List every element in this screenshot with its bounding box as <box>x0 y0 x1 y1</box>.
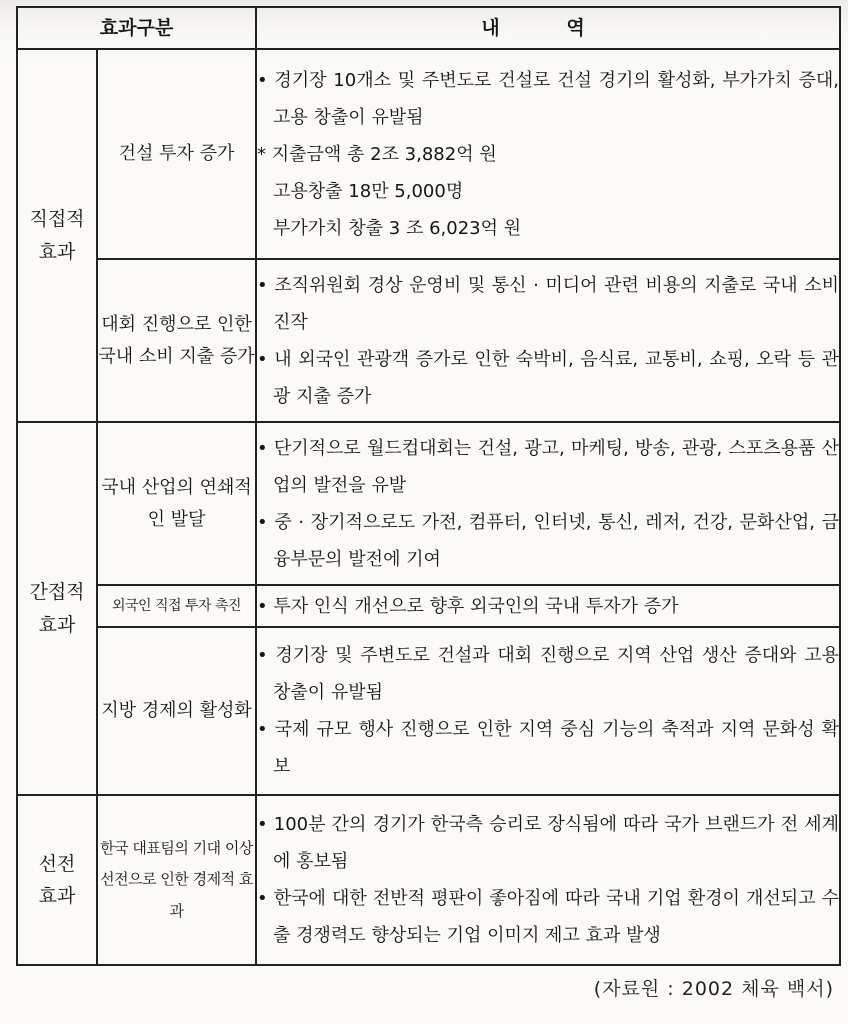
category-label: 선전 <box>38 852 76 875</box>
list-item: • 단기적으로 월드컵대회는 건설, 광고, 마케팅, 방송, 관광, 스포츠용품 산업의 발전을 유발 <box>257 437 840 496</box>
category-cell <box>17 422 97 795</box>
list-item: * 지출금액 총 2조 3,882억 원 <box>257 143 497 165</box>
category-cell <box>17 795 97 965</box>
table-header-row <box>17 7 840 49</box>
category-cell <box>17 49 97 422</box>
note-line: 고용창출 18만 5,000명 <box>273 180 464 202</box>
table-row <box>17 422 840 585</box>
content-cell <box>256 795 840 965</box>
table-row <box>17 259 840 422</box>
source-caption: (자료원 : 2002 체육 백서) <box>593 978 834 1000</box>
category-label: 효과 <box>38 240 76 263</box>
list-item: • 내 외국인 관광객 증가로 인한 숙박비, 음식료, 교통비, 쇼핑, 오락 등 관광 지출 증가 <box>257 348 840 407</box>
header-content: 내 역 <box>256 7 840 49</box>
subcategory-cell: 외국인 직접 투자 촉진 <box>97 585 256 627</box>
table-row <box>17 49 840 259</box>
content-cell <box>256 259 840 422</box>
list-item: • 경기장 및 주변도로 건설과 대회 진행으로 지역 산업 생산 증대와 고용 창출이 유발됨 <box>257 645 840 703</box>
table-row <box>17 627 840 795</box>
content-cell <box>256 422 840 585</box>
header-category: 효과구분 <box>17 7 256 49</box>
subcategory-cell: 국내 산업의 연쇄적인 발달 <box>97 422 256 585</box>
subcategory-cell: 대회 진행으로 인한 국내 소비 지출 증가 <box>97 259 256 422</box>
category-label: 간접적 <box>29 581 85 604</box>
list-item: • 경기장 10개소 및 주변도로 건설로 건설 경기의 활성화, 부가가치 증대, 고용 창출이 유발됨 <box>257 69 840 128</box>
note-line: 부가가치 창출 3 조 6,023억 원 <box>273 217 522 239</box>
table-row <box>17 585 840 627</box>
category-label: 효과 <box>38 885 76 907</box>
category-label: 직접적 <box>29 208 85 231</box>
list-item: • 100분 간의 경기가 한국측 승리로 장식됨에 따라 국가 브랜드가 전 세계에 홍보됨 <box>257 814 840 872</box>
content-cell <box>256 585 840 627</box>
subcategory-cell: 한국 대표팀의 기대 이상 선전으로 인한 경제적 효과 <box>97 795 256 965</box>
list-item: • 중 · 장기적으로도 가전, 컴퓨터, 인터넷, 통신, 레저, 건강, 문화산업, 금융부문의 발전에 기여 <box>257 511 840 570</box>
content-cell <box>256 627 840 795</box>
category-label: 효과 <box>38 613 76 636</box>
list-item: • 투자 인식 개선으로 향후 외국인의 국내 투자가 증가 <box>257 595 679 617</box>
list-item: • 한국에 대한 전반적 평판이 좋아짐에 따라 국내 기업 환경이 개선되고 수출 경쟁력도 향상되는 기업 이미지 제고 효과 발생 <box>257 888 840 946</box>
effects-table <box>16 6 841 966</box>
subcategory-cell: 지방 경제의 활성화 <box>97 627 256 795</box>
table-row <box>17 795 840 965</box>
content-cell <box>256 49 840 259</box>
subcategory-cell: 건설 투자 증가 <box>97 49 256 259</box>
list-item: • 조직위원회 경상 운영비 및 통신 · 미디어 관련 비용의 지출로 국내 소비 진작 <box>257 274 840 333</box>
list-item: • 국제 규모 행사 진행으로 인한 지역 중심 기능의 축적과 지역 문화성 확보 <box>257 719 840 777</box>
